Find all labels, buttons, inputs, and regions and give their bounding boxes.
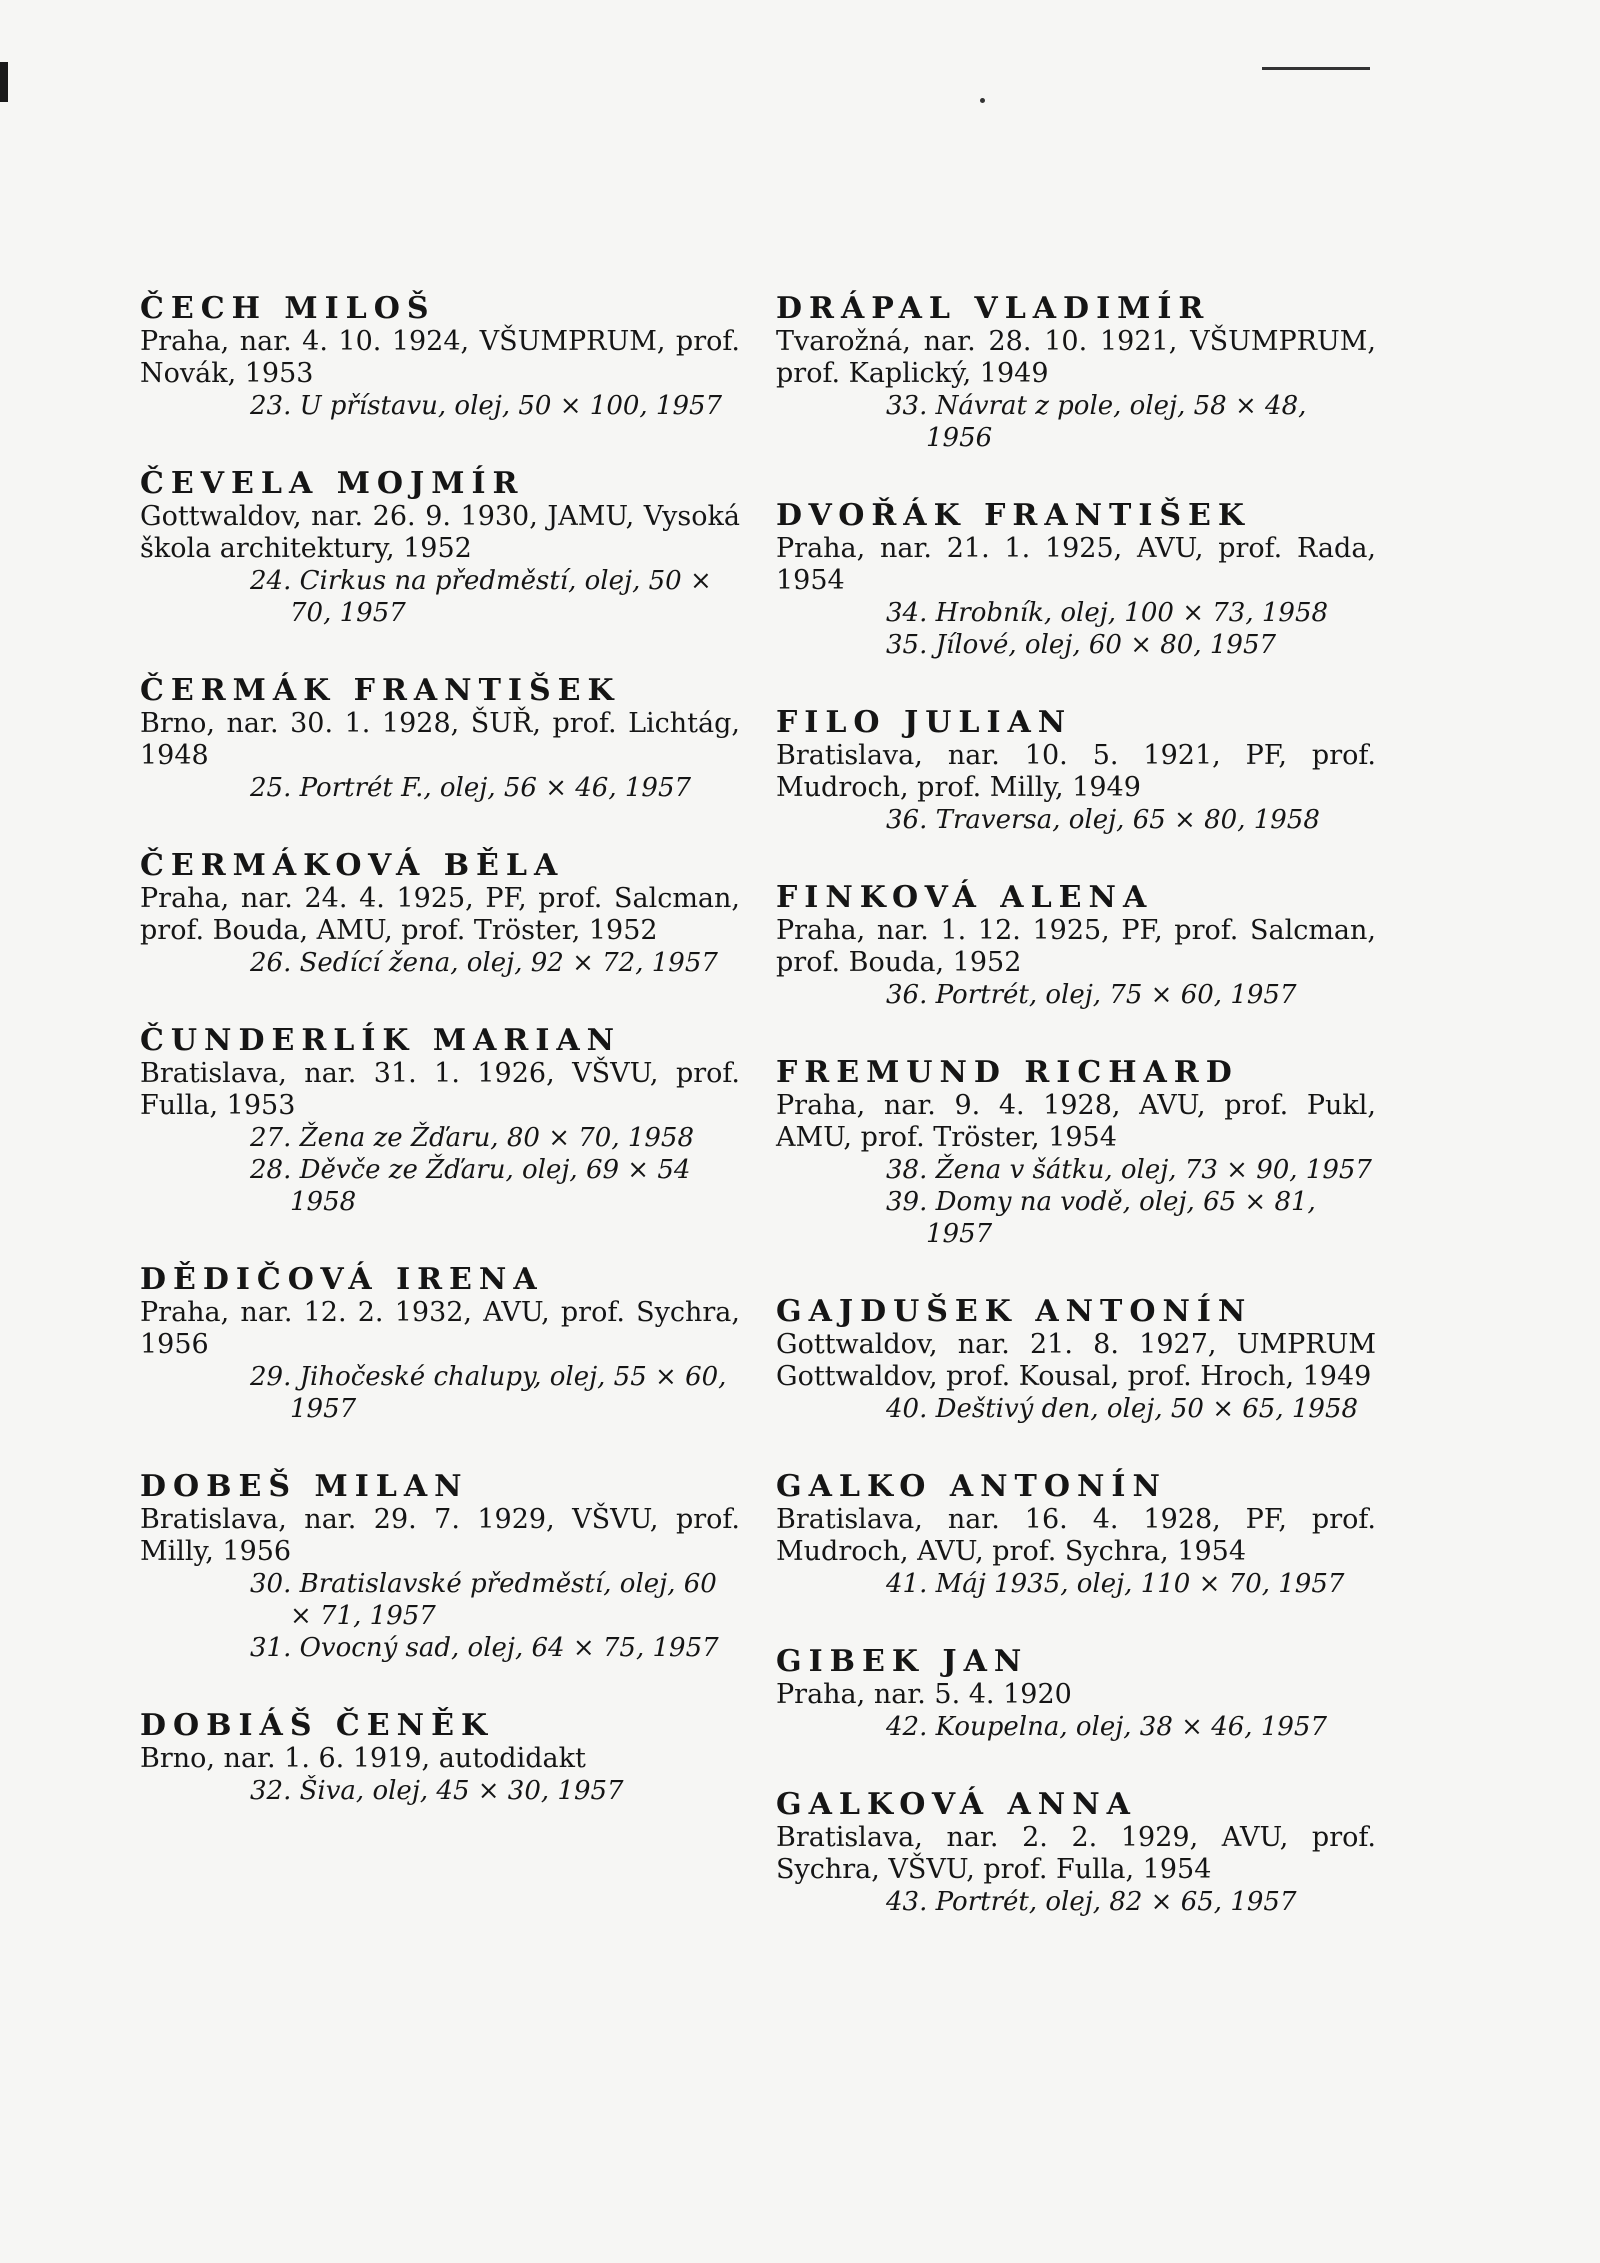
artist-info: Praha, nar. 1. 12. 1925, PF, prof. Salcman, prof. Bouda, 1952 [776, 915, 1376, 978]
artist-name: DVOŘÁK FRANTIŠEK [776, 498, 1251, 533]
left-column [140, 292, 740, 1852]
artwork-item: 36. Traversa, olej, 65 × 80, 1958 [886, 805, 1320, 835]
artwork-item: 29. Jihočeské chalupy, olej, 55 × 60, 1957 [250, 1362, 727, 1424]
artist-info: Praha, nar. 5. 4. 1920 [776, 1679, 1072, 1710]
artist-entry [776, 292, 1376, 454]
artist-name: ČEVELA MOJMÍR [140, 466, 525, 501]
artist-entry [140, 674, 740, 804]
artwork-item: 33. Návrat z pole, olej, 58 × 48, 1956 [886, 391, 1307, 453]
artist-entry [776, 1470, 1376, 1600]
artwork-item: 39. Domy na vodě, olej, 65 × 81, 1957 [886, 1187, 1316, 1249]
artist-entry [776, 706, 1376, 836]
artist-name: GALKOVÁ ANNA [776, 1787, 1137, 1822]
artist-name: DOBIÁŠ ČENĚK [140, 1708, 495, 1743]
artist-info: Praha, nar. 4. 10. 1924, VŠUMPRUM, prof. Novák, 1953 [140, 326, 740, 389]
artist-info: Praha, nar. 21. 1. 1925, AVU, prof. Rada, 1954 [776, 533, 1376, 596]
artist-entry [776, 1788, 1376, 1918]
artist-entry [776, 1645, 1376, 1743]
artist-info: Bratislava, nar. 2. 2. 1929, AVU, prof. Sychra, VŠVU, prof. Fulla, 1954 [776, 1822, 1376, 1885]
artist-name: GALKO ANTONÍN [776, 1469, 1167, 1504]
artist-entry [776, 1295, 1376, 1425]
artist-name: ČECH MILOŠ [140, 291, 436, 326]
artist-info: Praha, nar. 9. 4. 1928, AVU, prof. Pukl, AMU, prof. Tröster, 1954 [776, 1090, 1376, 1153]
artist-entry [776, 1056, 1376, 1250]
artist-entry [140, 1470, 740, 1664]
artist-name: DĚDIČOVÁ IRENA [140, 1262, 544, 1297]
artwork-item: 28. Děvče ze Žďaru, olej, 69 × 54 1958 [250, 1155, 691, 1217]
artwork-item: 43. Portrét, olej, 82 × 65, 1957 [886, 1887, 1297, 1917]
page-edge-mark [0, 62, 8, 102]
artist-info: Bratislava, nar. 10. 5. 1921, PF, prof. Mudroch, prof. Milly, 1949 [776, 740, 1376, 803]
artist-name: ČUNDERLÍK MARIAN [140, 1023, 622, 1058]
artist-info: Bratislava, nar. 29. 7. 1929, VŠVU, prof. Milly, 1956 [140, 1504, 740, 1567]
artwork-item: 40. Deštivý den, olej, 50 × 65, 1958 [886, 1394, 1359, 1424]
artist-info: Gottwaldov, nar. 26. 9. 1930, JAMU, Vysoká škola architektury, 1952 [140, 501, 740, 564]
artist-name: FINKOVÁ ALENA [776, 880, 1154, 915]
artist-info: Praha, nar. 12. 2. 1932, AVU, prof. Sychra, 1956 [140, 1297, 740, 1360]
artwork-item: 36. Portrét, olej, 75 × 60, 1957 [886, 980, 1297, 1010]
artist-info: Bratislava, nar. 31. 1. 1926, VŠVU, prof. Fulla, 1953 [140, 1058, 740, 1121]
artwork-item: 31. Ovocný sad, olej, 64 × 75, 1957 [250, 1633, 719, 1663]
artwork-item: 32. Šiva, olej, 45 × 30, 1957 [250, 1776, 624, 1806]
artist-name: FREMUND RICHARD [776, 1055, 1239, 1090]
artist-info: Praha, nar. 24. 4. 1925, PF, prof. Salcman, prof. Bouda, AMU, prof. Tröster, 1952 [140, 883, 740, 946]
artist-name: DRÁPAL VLADIMÍR [776, 291, 1211, 326]
artist-entry [140, 292, 740, 422]
artwork-item: 42. Koupelna, olej, 38 × 46, 1957 [886, 1712, 1327, 1742]
artwork-item: 25. Portrét F., olej, 56 × 46, 1957 [250, 773, 692, 803]
artist-entry [140, 849, 740, 979]
artwork-item: 38. Žena v šátku, olej, 73 × 90, 1957 [886, 1155, 1372, 1185]
artist-entry [140, 1709, 740, 1807]
artist-info: Bratislava, nar. 16. 4. 1928, PF, prof. Mudroch, AVU, prof. Sychra, 1954 [776, 1504, 1376, 1567]
artwork-item: 24. Cirkus na předměstí, olej, 50 × 70, 1957 [250, 566, 712, 628]
artist-entry [776, 499, 1376, 661]
right-column [776, 292, 1376, 1963]
artwork-item: 23. U přístavu, olej, 50 × 100, 1957 [250, 391, 723, 421]
artist-name: ČERMÁK FRANTIŠEK [140, 673, 621, 708]
artwork-item: 34. Hrobník, olej, 100 × 73, 1958 [886, 598, 1329, 628]
artist-info: Brno, nar. 30. 1. 1928, ŠUŘ, prof. Lichtág, 1948 [140, 708, 740, 771]
artist-entry [140, 467, 740, 629]
artist-info: Tvarožná, nar. 28. 10. 1921, VŠUMPRUM, prof. Kaplický, 1949 [776, 326, 1376, 389]
artwork-item: 26. Sedící žena, olej, 92 × 72, 1957 [250, 948, 718, 978]
artist-info: Brno, nar. 1. 6. 1919, autodidakt [140, 1743, 586, 1774]
artist-entry [140, 1024, 740, 1218]
artwork-item: 41. Máj 1935, olej, 110 × 70, 1957 [886, 1569, 1345, 1599]
artist-name: ČERMÁKOVÁ BĚLA [140, 848, 565, 883]
artist-info: Gottwaldov, nar. 21. 8. 1927, UMPRUM Gottwaldov, prof. Kousal, prof. Hroch, 1949 [776, 1329, 1376, 1392]
artist-name: GIBEK JAN [776, 1644, 1029, 1679]
print-dot [980, 98, 985, 103]
artwork-item: 35. Jílové, olej, 60 × 80, 1957 [886, 630, 1277, 660]
artwork-item: 27. Žena ze Žďaru, 80 × 70, 1958 [250, 1123, 695, 1153]
artwork-item: 30. Bratislavské předměstí, olej, 60 × 71, 1957 [250, 1569, 717, 1631]
artist-name: FILO JULIAN [776, 705, 1073, 740]
artist-entry [776, 881, 1376, 1011]
artist-name: DOBEŠ MILAN [140, 1469, 469, 1504]
artist-entry [140, 1263, 740, 1425]
artist-name: GAJDUŠEK ANTONÍN [776, 1294, 1253, 1329]
top-rule [1262, 67, 1370, 70]
